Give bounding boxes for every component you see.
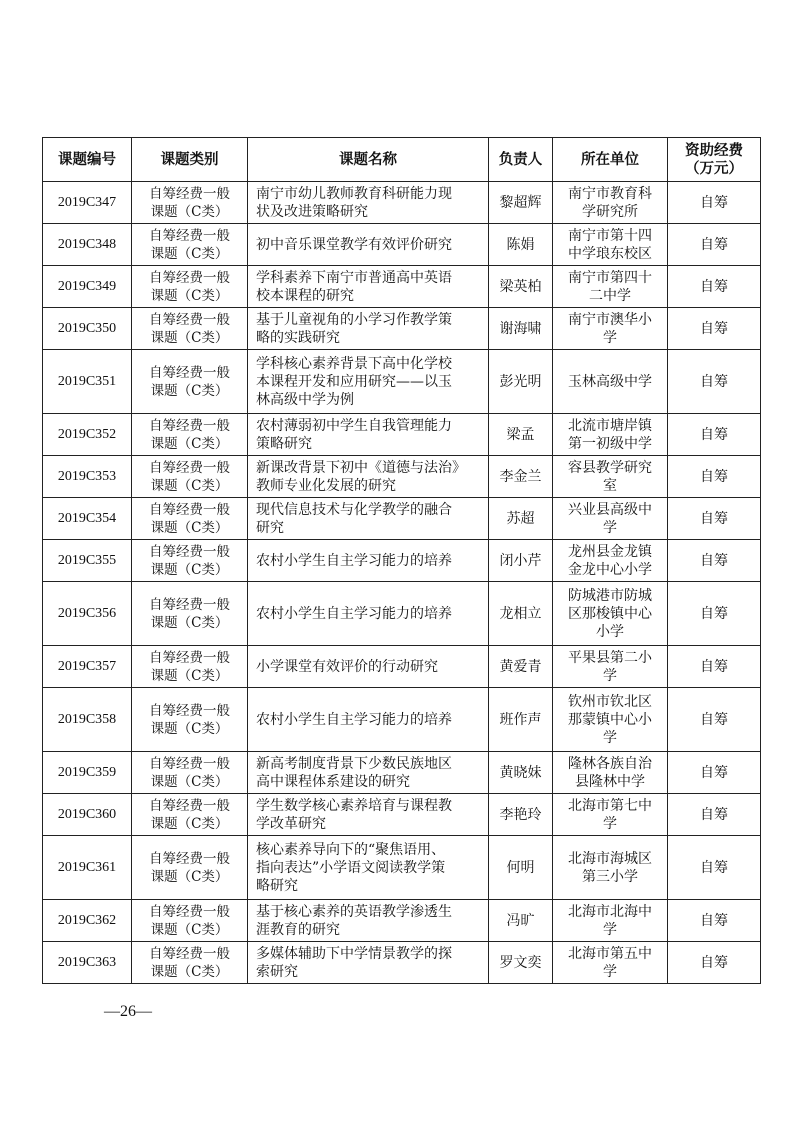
cell-leader: 黎超辉	[489, 182, 553, 224]
cell-category-line: 课题（C类）	[150, 435, 229, 452]
cell-funding: 自筹	[668, 942, 761, 984]
cell-name-line: 新课改背景下初中《道德与法治》	[256, 459, 466, 476]
cell-funding: 自筹	[668, 182, 761, 224]
cell-unit-line: 防城港市防城	[568, 587, 652, 604]
cell-name-line: 小学课堂有效评价的行动研究	[256, 658, 438, 675]
cell-unit-line: 学	[603, 667, 617, 684]
cell-name-line: 教师专业化发展的研究	[256, 477, 396, 494]
cell-leader: 梁英柏	[489, 266, 553, 308]
cell-name	[248, 414, 489, 456]
cell-name	[248, 688, 489, 752]
cell-unit-line: 南宁市澳华小	[568, 311, 652, 328]
cell-category-line: 自筹经费一般	[149, 501, 230, 518]
cell-category-line: 自筹经费一般	[149, 755, 230, 772]
cell-unit-line: 学	[603, 815, 617, 832]
cell-funding: 自筹	[668, 794, 761, 836]
cell-funding: 自筹	[668, 688, 761, 752]
table-row	[43, 836, 761, 900]
cell-category-line: 自筹经费一般	[149, 903, 230, 920]
cell-leader: 班作声	[489, 688, 553, 752]
cell-leader: 龙相立	[489, 582, 553, 646]
cell-category-line: 课题（C类）	[150, 720, 229, 737]
cell-unit-line: 北海市海城区	[568, 850, 652, 867]
cell-name	[248, 836, 489, 900]
cell-name	[248, 224, 489, 266]
cell-category-line: 课题（C类）	[150, 963, 229, 980]
cell-category-line: 课题（C类）	[150, 773, 229, 790]
cell-unit-line: 二中学	[589, 287, 631, 304]
cell-name	[248, 540, 489, 582]
cell-category-line: 课题（C类）	[150, 287, 229, 304]
cell-name-line: 状及改进策略研究	[256, 203, 368, 220]
cell-unit-line: 那蒙镇中心小	[568, 711, 652, 728]
cell-category	[132, 182, 248, 224]
cell-code: 2019C349	[43, 266, 132, 308]
cell-name-line: 略研究	[256, 877, 298, 894]
cell-code: 2019C354	[43, 498, 132, 540]
cell-category-line: 课题（C类）	[150, 561, 229, 578]
cell-name	[248, 752, 489, 794]
cell-unit-line: 南宁市第四十	[568, 269, 652, 286]
cell-unit-line: 北海市北海中	[568, 903, 652, 920]
cell-unit-line: 学	[603, 963, 617, 980]
cell-funding: 自筹	[668, 498, 761, 540]
cell-name	[248, 646, 489, 688]
cell-name-line: 基于儿童视角的小学习作教学策	[256, 311, 452, 328]
cell-category	[132, 836, 248, 900]
cell-leader: 黄爱青	[489, 646, 553, 688]
cell-leader: 彭光明	[489, 350, 553, 414]
cell-unit-line: 学	[603, 519, 617, 536]
table-row	[43, 182, 761, 224]
cell-funding: 自筹	[668, 308, 761, 350]
cell-category-line: 自筹经费一般	[149, 850, 230, 867]
cell-category	[132, 582, 248, 646]
cell-unit	[553, 182, 668, 224]
cell-category	[132, 350, 248, 414]
cell-unit	[553, 350, 668, 414]
cell-code: 2019C348	[43, 224, 132, 266]
cell-name-line: 初中音乐课堂教学有效评价研究	[256, 236, 452, 253]
header-leader: 负责人	[489, 138, 553, 182]
cell-code: 2019C347	[43, 182, 132, 224]
cell-category-line: 自筹经费一般	[149, 227, 230, 244]
cell-name-line: 林高级中学为例	[256, 391, 354, 408]
cell-category-line: 课题（C类）	[150, 382, 229, 399]
cell-category	[132, 646, 248, 688]
cell-leader: 黄晓妹	[489, 752, 553, 794]
cell-category-line: 自筹经费一般	[149, 269, 230, 286]
cell-category	[132, 900, 248, 942]
cell-unit	[553, 414, 668, 456]
cell-unit	[553, 540, 668, 582]
cell-category	[132, 414, 248, 456]
header-unit: 所在单位	[553, 138, 668, 182]
cell-name-line: 学生数学核心素养培育与课程教	[256, 797, 452, 814]
cell-unit-line: 区那梭镇中心	[568, 605, 652, 622]
cell-name-line: 多媒体辅助下中学情景教学的探	[256, 945, 452, 962]
cell-unit-line: 南宁市第十四	[568, 227, 652, 244]
cell-name-line: 农村薄弱初中学生自我管理能力	[256, 417, 452, 434]
cell-category	[132, 794, 248, 836]
cell-category	[132, 224, 248, 266]
cell-funding: 自筹	[668, 836, 761, 900]
cell-unit-line: 隆林各族自治	[568, 755, 652, 772]
header-funding-line1: 资助经费	[685, 141, 743, 159]
cell-category	[132, 942, 248, 984]
table-row	[43, 224, 761, 266]
cell-funding: 自筹	[668, 266, 761, 308]
cell-name-line: 新高考制度背景下少数民族地区	[256, 755, 452, 772]
cell-code: 2019C355	[43, 540, 132, 582]
cell-code: 2019C353	[43, 456, 132, 498]
cell-unit-line: 小学	[596, 623, 624, 640]
table-header-row	[43, 138, 761, 182]
cell-name-line: 基于核心素养的英语教学渗透生	[256, 903, 452, 920]
header-name: 课题名称	[248, 138, 489, 182]
cell-name-line: 现代信息技术与化学教学的融合	[256, 501, 452, 518]
cell-category	[132, 308, 248, 350]
cell-unit-line: 第三小学	[582, 868, 638, 885]
cell-unit	[553, 456, 668, 498]
cell-leader: 闭小芹	[489, 540, 553, 582]
cell-category-line: 课题（C类）	[150, 519, 229, 536]
cell-category-line: 自筹经费一般	[149, 543, 230, 560]
cell-unit	[553, 498, 668, 540]
table-row	[43, 308, 761, 350]
cell-category-line: 自筹经费一般	[149, 596, 230, 613]
table-row	[43, 456, 761, 498]
cell-unit-line: 室	[603, 477, 617, 494]
cell-leader: 李金兰	[489, 456, 553, 498]
cell-unit-line: 钦州市钦北区	[568, 693, 652, 710]
cell-category-line: 课题（C类）	[150, 245, 229, 262]
cell-name-line: 学科素养下南宁市普通高中英语	[256, 269, 452, 286]
cell-category-line: 课题（C类）	[150, 614, 229, 631]
table-row	[43, 414, 761, 456]
cell-category-line: 课题（C类）	[150, 667, 229, 684]
cell-name-line: 学改革研究	[256, 815, 326, 832]
cell-code: 2019C360	[43, 794, 132, 836]
cell-category-line: 课题（C类）	[150, 203, 229, 220]
cell-name	[248, 308, 489, 350]
cell-funding: 自筹	[668, 224, 761, 266]
cell-funding: 自筹	[668, 582, 761, 646]
header-funding	[668, 138, 761, 182]
cell-category	[132, 266, 248, 308]
table-row	[43, 752, 761, 794]
table-row	[43, 646, 761, 688]
cell-unit-line: 北海市第七中	[568, 797, 652, 814]
cell-category-line: 课题（C类）	[150, 868, 229, 885]
header-funding-line2: （万元）	[685, 159, 743, 177]
project-table-container	[42, 137, 760, 984]
cell-code: 2019C352	[43, 414, 132, 456]
table-row	[43, 794, 761, 836]
table-row	[43, 900, 761, 942]
header-category: 课题类别	[132, 138, 248, 182]
cell-unit-line: 玉林高级中学	[568, 373, 652, 390]
cell-funding: 自筹	[668, 900, 761, 942]
cell-leader: 冯旷	[489, 900, 553, 942]
cell-code: 2019C351	[43, 350, 132, 414]
table-row	[43, 350, 761, 414]
cell-unit-line: 金龙中心小学	[568, 561, 652, 578]
cell-funding: 自筹	[668, 456, 761, 498]
cell-name	[248, 582, 489, 646]
cell-leader: 苏超	[489, 498, 553, 540]
cell-funding: 自筹	[668, 350, 761, 414]
cell-code: 2019C357	[43, 646, 132, 688]
cell-unit-line: 容县教学研究	[568, 459, 652, 476]
cell-unit	[553, 794, 668, 836]
cell-name	[248, 900, 489, 942]
cell-name	[248, 498, 489, 540]
cell-unit	[553, 688, 668, 752]
cell-category-line: 自筹经费一般	[149, 185, 230, 202]
cell-category	[132, 498, 248, 540]
cell-category-line: 自筹经费一般	[149, 459, 230, 476]
cell-unit-line: 龙州县金龙镇	[568, 543, 652, 560]
cell-category-line: 课题（C类）	[150, 477, 229, 494]
cell-unit-line: 县隆林中学	[575, 773, 645, 790]
cell-name	[248, 456, 489, 498]
cell-name-line: 农村小学生自主学习能力的培养	[256, 605, 452, 622]
cell-unit	[553, 646, 668, 688]
cell-category-line: 自筹经费一般	[149, 417, 230, 434]
cell-unit-line: 北海市第五中	[568, 945, 652, 962]
cell-funding: 自筹	[668, 646, 761, 688]
cell-name	[248, 182, 489, 224]
cell-category	[132, 688, 248, 752]
cell-category-line: 自筹经费一般	[149, 702, 230, 719]
cell-unit	[553, 266, 668, 308]
cell-leader: 罗文奕	[489, 942, 553, 984]
page-number: —26—	[104, 1003, 152, 1020]
cell-category-line: 自筹经费一般	[149, 364, 230, 381]
project-table	[42, 137, 761, 984]
cell-unit-line: 第一初级中学	[568, 435, 652, 452]
cell-unit-line: 南宁市教育科	[568, 185, 652, 202]
cell-code: 2019C356	[43, 582, 132, 646]
cell-code: 2019C358	[43, 688, 132, 752]
cell-category	[132, 540, 248, 582]
cell-unit	[553, 836, 668, 900]
cell-leader: 谢海啸	[489, 308, 553, 350]
cell-unit	[553, 942, 668, 984]
cell-category-line: 课题（C类）	[150, 815, 229, 832]
cell-unit	[553, 582, 668, 646]
cell-leader: 李艳玲	[489, 794, 553, 836]
cell-category-line: 自筹经费一般	[149, 797, 230, 814]
cell-unit-line: 兴业县高级中	[568, 501, 652, 518]
cell-name-line: 策略研究	[256, 435, 312, 452]
header-code: 课题编号	[43, 138, 132, 182]
cell-name-line: 本课程开发和应用研究——以玉	[256, 373, 452, 390]
cell-name	[248, 942, 489, 984]
cell-name-line: 研究	[256, 519, 284, 536]
cell-funding: 自筹	[668, 752, 761, 794]
cell-funding: 自筹	[668, 414, 761, 456]
cell-funding: 自筹	[668, 540, 761, 582]
cell-name	[248, 350, 489, 414]
cell-unit-line: 学	[603, 329, 617, 346]
cell-unit	[553, 752, 668, 794]
cell-unit-line: 学	[603, 729, 617, 746]
cell-name-line: 索研究	[256, 963, 298, 980]
cell-category	[132, 752, 248, 794]
cell-name-line: 高中课程体系建设的研究	[256, 773, 410, 790]
cell-unit-line: 平果县第二小	[568, 649, 652, 666]
cell-leader: 陈娟	[489, 224, 553, 266]
cell-unit-line: 学研究所	[582, 203, 638, 220]
cell-unit	[553, 308, 668, 350]
cell-category	[132, 456, 248, 498]
cell-name-line: 南宁市幼儿教师教育科研能力现	[256, 185, 452, 202]
cell-category-line: 自筹经费一般	[149, 649, 230, 666]
cell-name-line: 校本课程的研究	[256, 287, 354, 304]
table-row	[43, 266, 761, 308]
table-row	[43, 942, 761, 984]
cell-code: 2019C350	[43, 308, 132, 350]
cell-code: 2019C362	[43, 900, 132, 942]
cell-code: 2019C361	[43, 836, 132, 900]
cell-category-line: 课题（C类）	[150, 329, 229, 346]
cell-unit-line: 中学琅东校区	[568, 245, 652, 262]
cell-name	[248, 794, 489, 836]
cell-unit	[553, 224, 668, 266]
cell-category-line: 课题（C类）	[150, 921, 229, 938]
cell-unit-line: 学	[603, 921, 617, 938]
cell-code: 2019C363	[43, 942, 132, 984]
cell-name-line: 核心素养导向下的“聚焦语用、	[256, 841, 446, 858]
cell-category-line: 自筹经费一般	[149, 311, 230, 328]
table-row	[43, 498, 761, 540]
cell-name-line: 农村小学生自主学习能力的培养	[256, 552, 452, 569]
cell-leader: 梁孟	[489, 414, 553, 456]
cell-code: 2019C359	[43, 752, 132, 794]
cell-unit	[553, 900, 668, 942]
cell-name-line: 农村小学生自主学习能力的培养	[256, 711, 452, 728]
cell-name-line: 学科核心素养背景下高中化学校	[256, 355, 452, 372]
cell-unit-line: 北流市塘岸镇	[568, 417, 652, 434]
table-row	[43, 582, 761, 646]
cell-name-line: 略的实践研究	[256, 329, 340, 346]
cell-name	[248, 266, 489, 308]
cell-leader: 何明	[489, 836, 553, 900]
cell-category-line: 自筹经费一般	[149, 945, 230, 962]
table-row	[43, 540, 761, 582]
cell-name-line: 指向表达”小学语文阅读教学策	[256, 859, 446, 876]
cell-name-line: 涯教育的研究	[256, 921, 340, 938]
table-row	[43, 688, 761, 752]
